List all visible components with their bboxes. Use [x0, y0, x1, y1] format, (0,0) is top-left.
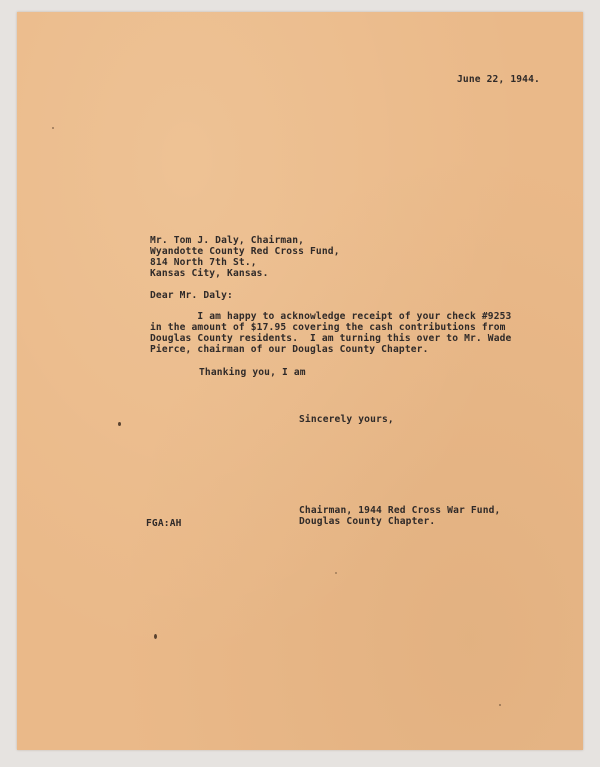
- address-line-4: Kansas City, Kansas.: [150, 268, 269, 279]
- thanks-line: Thanking you, I am: [199, 367, 306, 378]
- address-line-1: Mr. Tom J. Daly, Chairman,: [150, 235, 305, 246]
- paper-speck: [335, 572, 337, 574]
- reference-initials: FGA:AH: [146, 518, 182, 529]
- address-line-2: Wyandotte County Red Cross Fund,: [150, 246, 340, 257]
- body-line-3: Douglas County residents. I am turning this over to Mr. Wade: [150, 333, 512, 344]
- body-line-1: I am happy to acknowledge receipt of your check #9253: [150, 311, 512, 322]
- address-line-3: 814 North 7th St.,: [150, 257, 257, 268]
- letter-page: [17, 12, 583, 750]
- paper-speck: [154, 634, 157, 639]
- body-line-4: Pierce, chairman of our Douglas County Chapter.: [150, 344, 429, 355]
- paper-speck: [118, 422, 121, 426]
- closing: Sincerely yours,: [299, 414, 394, 425]
- salutation: Dear Mr. Daly:: [150, 290, 233, 301]
- letter-date: June 22, 1944.: [457, 74, 540, 85]
- paper-speck: [499, 704, 501, 706]
- body-line-2: in the amount of $17.95 covering the cash contributions from: [150, 322, 506, 333]
- signature-line-2: Douglas County Chapter.: [299, 516, 436, 527]
- signature-line-1: Chairman, 1944 Red Cross War Fund,: [299, 505, 501, 516]
- paper-speck: [52, 127, 54, 129]
